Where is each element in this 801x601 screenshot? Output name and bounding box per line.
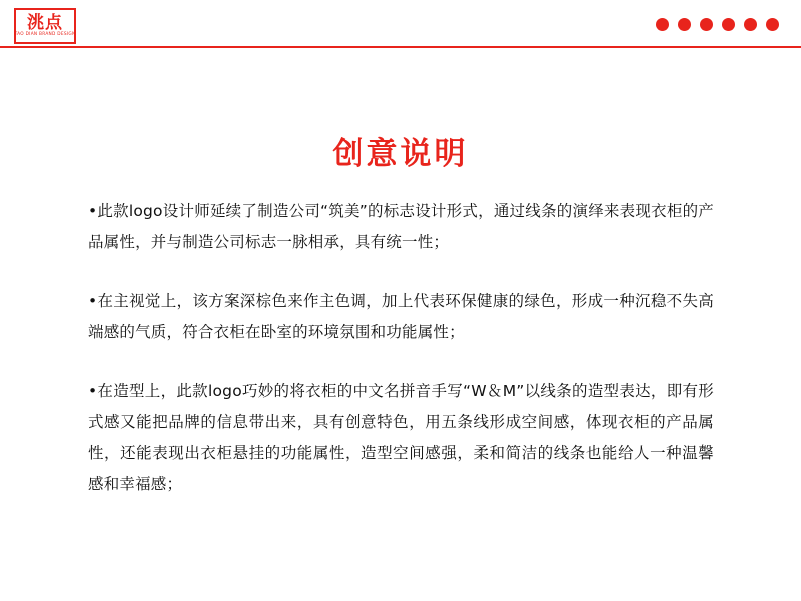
logo-mark bbox=[14, 8, 76, 44]
header-dots bbox=[656, 18, 779, 31]
paragraph: •在主视觉上，该方案深棕色来作主色调，加上代表环保健康的绿色，形成一种沉稳不失高端感的气质，符合衣柜在卧室的环境氛围和功能属性； bbox=[88, 292, 714, 341]
dot-icon bbox=[678, 18, 691, 31]
header-divider bbox=[0, 46, 801, 48]
dot-icon bbox=[656, 18, 669, 31]
paragraph: •在造型上，此款logo巧妙的将衣柜的中文名拼音手写“W＆M”以线条的造型表达，即有形式感又能把品牌的信息带出来，具有创意特色，用五条线形成空间感，体现衣柜的产品属性，还能表现出衣柜悬挂的功能属性，造型空间感强，柔和简洁的线条也能给人一种温馨感和幸福感； bbox=[88, 382, 714, 493]
slide-header bbox=[0, 0, 801, 48]
dot-icon bbox=[766, 18, 779, 31]
paragraph: •此款logo设计师延续了制造公司“筑美”的标志设计形式，通过线条的演绎来表现衣柜的产品属性，并与制造公司标志一脉相承，具有统一性； bbox=[88, 202, 714, 251]
dot-icon bbox=[722, 18, 735, 31]
logo-sub-text: TAO DIAN BRAND DESIGN bbox=[14, 32, 76, 37]
logo-main-text: 洮点 bbox=[27, 13, 63, 33]
dot-icon bbox=[744, 18, 757, 31]
dot-icon bbox=[700, 18, 713, 31]
body-content bbox=[88, 196, 714, 500]
page-title: 创意说明 bbox=[332, 136, 469, 172]
